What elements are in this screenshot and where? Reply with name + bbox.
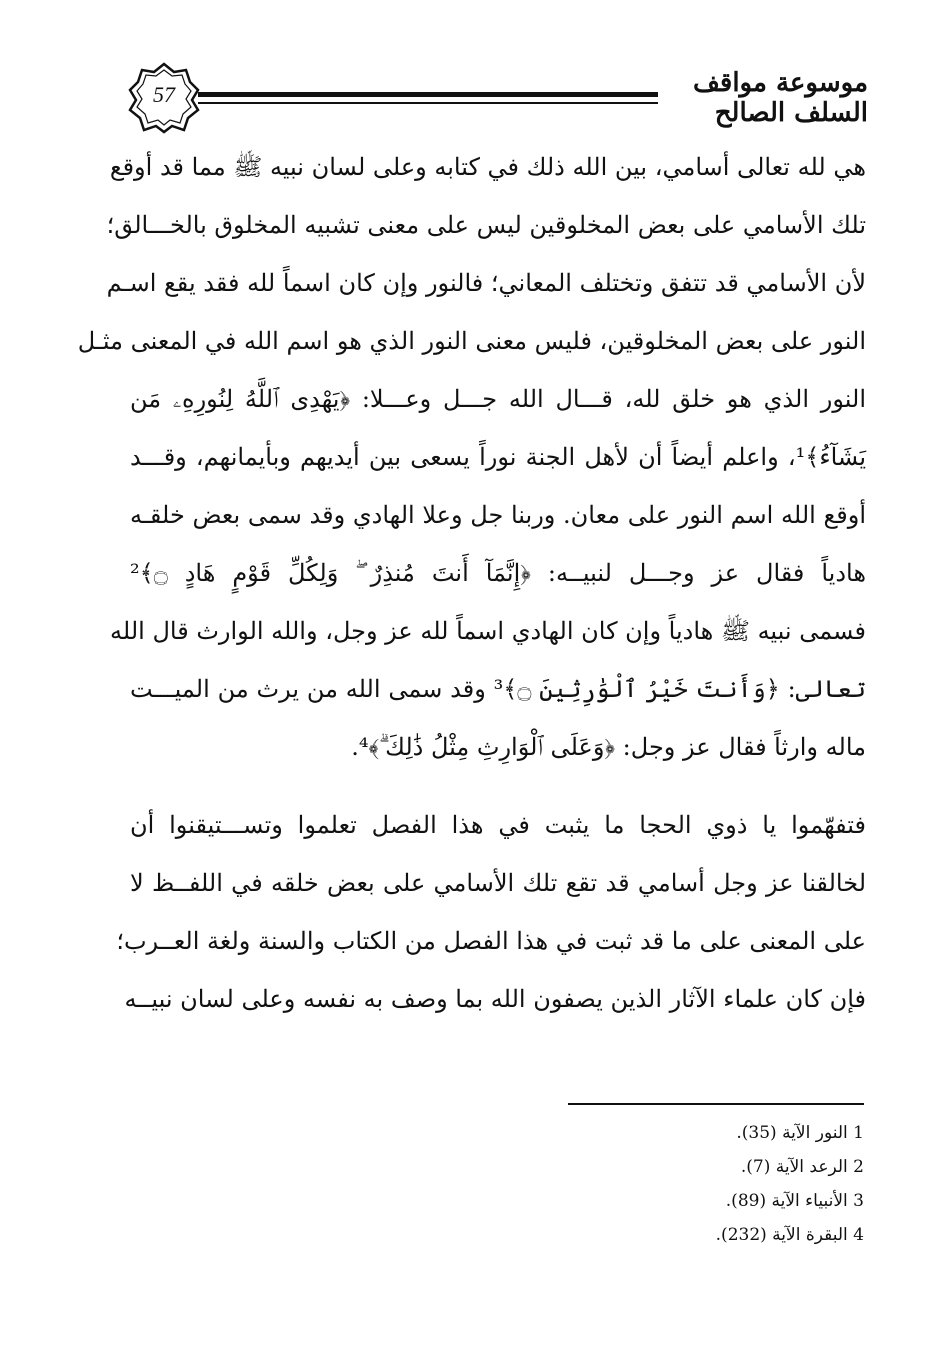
series-title: موسوعة مواقف السلف الصالح <box>692 68 868 128</box>
page-header <box>128 62 868 134</box>
body-text <box>77 138 867 1028</box>
body-line: لأن الأسامي قد تتفق وتختلف المعاني؛ فالنور وإن كان اسماً لله فقد يقع اسـم <box>106 269 866 297</box>
page-number: 57 <box>153 82 175 107</box>
body-line: النور الذي هو خلق لله، قـــال الله جـــل وعـــلا: ﴿يَهْدِى ٱللَّهُ لِنُورِهِۦ مَن <box>130 385 866 413</box>
body-line: تعالى: ﴿وَأَنتَ خَيْرُ ٱلْوَٰرِثِينَ ۝﴾³ وقد سمى الله من يرث من الميـــت <box>130 675 866 703</box>
body-line: يَشَآءُ﴾¹، واعلم أيضاً أن لأهل الجنة نوراً يسعى بين أيديهم وبأيمانهم، وقـــد <box>130 443 866 471</box>
body-line: النور على بعض المخلوقين، فليس معنى النور الذي هو اسم الله في المعنى مثـل <box>77 327 866 355</box>
footnote: 4 البقرة الآية (232). <box>715 1225 864 1245</box>
body-line: فإن كان علماء الآثار الذين يصفون الله بما وصف به نفسه وعلى لسان نبيــه <box>124 985 866 1013</box>
body-line: على المعنى على ما قد ثبت في هذا الفصل من الكتاب والسنة ولغة العــرب؛ <box>116 927 866 955</box>
footnote: 1 النور الآية (35). <box>736 1123 864 1143</box>
paragraph-gap <box>130 776 866 796</box>
footnotes <box>520 1116 864 1252</box>
body-line: فتفهّموا يا ذوي الحجا ما يثبت في هذا الفصل تعلموا وتســـتيقنوا أن <box>130 811 866 839</box>
body-line: أوقع الله اسم النور على معان. وربنا جل وعلا الهادي وقد سمى بعض خلقـه <box>130 501 866 529</box>
footnote: 2 الرعد الآية (7). <box>740 1157 864 1177</box>
header-rule <box>198 92 658 97</box>
header-rule-thin <box>198 102 658 104</box>
body-line: تلك الأسامي على بعض المخلوقين ليس على معنى تشبيه المخلوق بالخـــالق؛ <box>106 211 866 239</box>
body-line: فسمى نبيه ﷺ هادياً وإن كان الهادي اسماً لله عز وجل، والله الوارث قال الله <box>110 617 866 645</box>
footnote-separator <box>568 1103 864 1105</box>
body-line: هي لله تعالى أسامي، بين الله ذلك في كتابه وعلى لسان نبيه ﷺ مما قد أوقع <box>109 153 866 181</box>
footnote: 3 الأنبياء الآية (89). <box>725 1191 864 1211</box>
body-line: هادياً فقال عز وجـــل لنبيــه: ﴿إِنَّمَآ أَنتَ مُنذِرٌ ۖ وَلِكُلِّ قَوْمٍ هَادٍ ۝﴾² <box>130 559 866 587</box>
body-line: ماله وارثاً فقال عز وجل: ﴿وَعَلَى ٱلْوَارِثِ مِثْلُ ذَٰلِكَ ۗ﴾⁴. <box>351 733 866 761</box>
body-line: لخالقنا عز وجل أسامي قد تقع تلك الأسامي على بعض خلقه في اللفــظ لا <box>130 869 867 897</box>
